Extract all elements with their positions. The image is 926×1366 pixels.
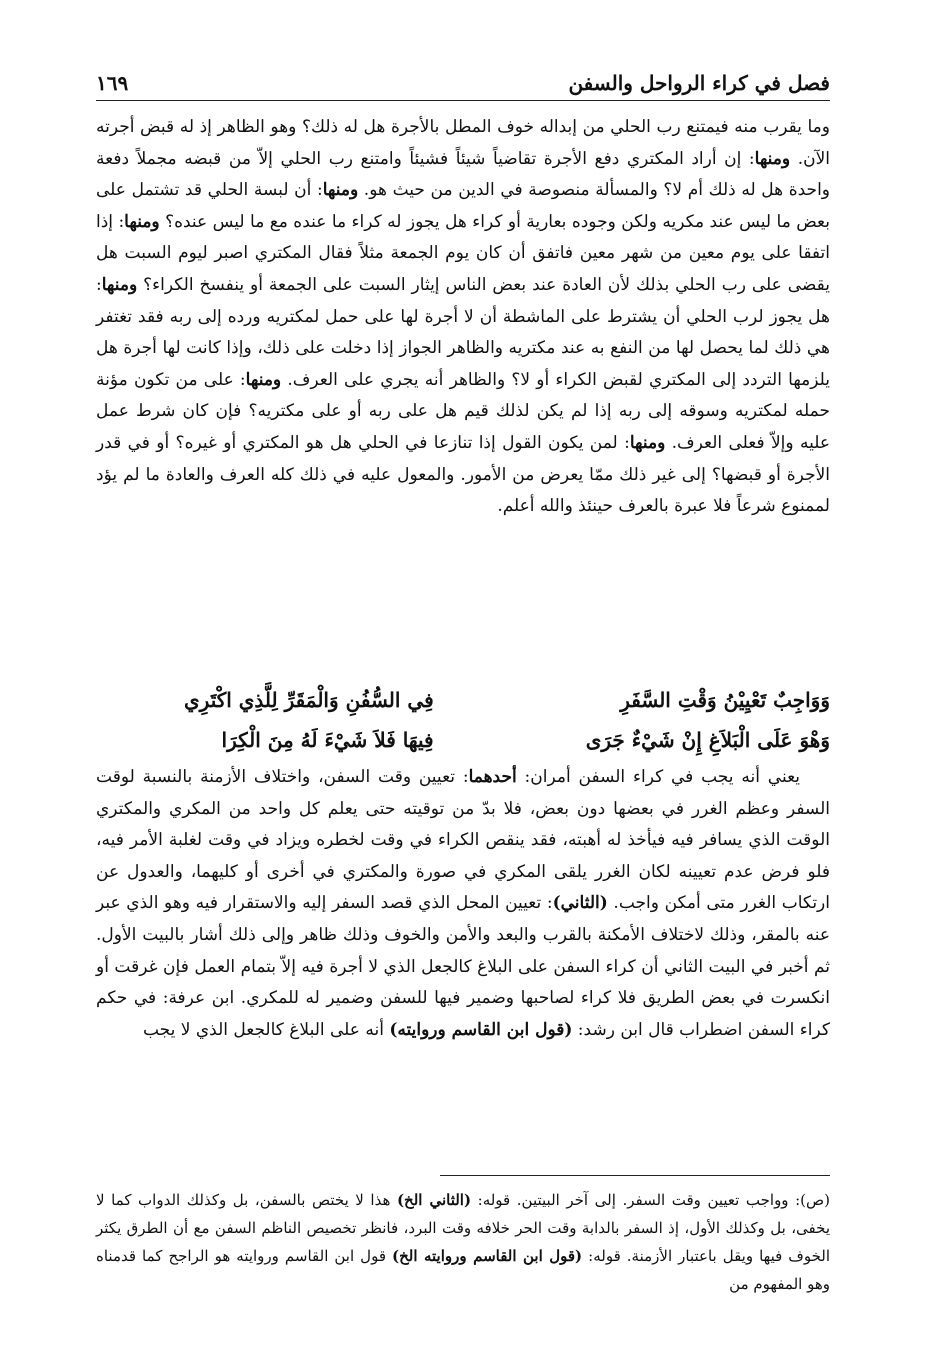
text-run: وما يقرب منه فيمتنع رب الحلي من إبداله خوف المطل بالأجرة هل له ذلك؟ وهو الظاهر إذ له قبض أجرته الآن.	[96, 117, 830, 169]
running-title: فصل في كراء الرواحل والسفن	[568, 71, 830, 95]
page-header	[96, 68, 830, 98]
text-run: أنه على البلاغ كالجعل الذي لا يجب	[142, 1019, 390, 1040]
header-rule	[96, 100, 830, 101]
text-run: : هل يجوز لرب الحلي أن يشترط على الماشطة أن لا أجرة لها على حمل لمكتريه ورده إلى ربه فقد تغتفر هي ذلك لما يحصل لها من النفع به عند مكتريه والظاهر الجواز إذا دخلت على ذلك، وإذا كانت لها أجرة هل يلزمها التردد إلى المكتري لقبض الكراء أو لا؟ والظاهر أنه يجري على العرف.	[96, 274, 830, 390]
text-run: : إن أراد المكتري دفع الأجرة تقاضياً شيئاً فشيئاً وامتنع رب الحلي إلاّ من قبضه مجملاً دفعة واحدة هل له ذلك أم لا؟ والمسألة منصوصة في الدين من حيث هو.	[96, 148, 831, 201]
verse-2-second-hemistich: فِيهَا فَلاَ شَيْءَ لَهُ مِنَ الْكِرَا	[221, 728, 434, 752]
text-run: : تعيين وقت السفن، واختلاف الأزمنة بالنسبة لوقت السفر وعظم الغرر في بعضها دون بعض، فلا بدّ من توقيته حتى يعلم كل واحد من المكري والمكتري الوقت الذي يسافر فيه فيأخذ له أهبته، فقد ينقص الكراء في وقت لخطره ويزاد في وقت لغلبة الأمر فيه، فلو فرض عدم تعيينه لكان الغرر يلقى المكري في صورة والمكتري في أخرى أو كليهما، والعدول عن ارتكاب الغرر متى أمكن واجب.	[96, 767, 830, 914]
text-run: هذا لا يختص بالسفن، بل وكذلك الدواب كما لا يخفى، بل وكذلك الأول، إذ السفر بالدابة وقت الحر خلافه وقت البرد، فانظر تخصيص الناظم السفن مع أن الطرق يكثر الخوف فيها ويقل باعتبار الأزمنة. قوله:	[96, 1191, 831, 1265]
bold-term: (قول ابن القاسم وروايته)	[389, 1019, 573, 1040]
footnote-text	[96, 1186, 830, 1298]
bold-term: ومنها	[101, 274, 138, 295]
bold-term: (الثاني)	[552, 893, 608, 914]
page-number: ١٦٩	[96, 71, 129, 95]
body-paragraph-2	[96, 762, 830, 1046]
verse-2	[96, 720, 830, 760]
body-paragraph-1	[96, 112, 830, 523]
bold-term: ومنها	[124, 211, 160, 232]
bold-term: أحدهما	[468, 767, 517, 787]
bold-term: ومنها	[245, 369, 282, 390]
text-run: : لمن يكون القول إذا تنازعا في الحلي هل هو المكتري أو غيره؟ أو في قدر الأجرة أو قبضها؟ إلى غير ذلك ممّا يعرض من الأمور. والمعول عليه في ذلك كله العرف والعادة ما لم يؤد لممنوع شرعاً فلا عبرة بالعرف حينئذ والله أعلم.	[96, 432, 830, 517]
text-run: يعني أنه يجب في كراء السفن أمران:	[516, 767, 801, 787]
footnote-rule	[440, 1175, 830, 1176]
bold-term: (الثاني الخ)	[396, 1191, 472, 1209]
text-run: : تعيين المحل الذي قصد السفر إليه والاستقرار فيه وهو الذي عبر عنه بالمقر، وذلك لاختلاف الأمكنة بالقرب والبعد والأمن والخوف وذلك ظاهر وإلى ذلك أشار بالبيت الأول. ثم أخبر في البيت الثاني أن كراء السفن على البلاغ كالجعل الذي لا أجرة فيه إلاّ بتمام العمل فإن غرقت أو انكسرت في بعض الطريق فلا كراء لصاحبها وضمير فيها للسفن وضمير له للمكري. ابن عرفة: في حكم كراء السفن اضطراب قال ابن رشد:	[96, 893, 830, 1040]
verse-1-first-hemistich: وَوَاجِبٌ تَعْيِيْنُ وَقْتِ السَّفَرِ	[620, 688, 830, 712]
text-run: : على من تكون مؤنة حمله لمكتريه وسوقه إلى ربه إذا لم يكن لذلك قيم هل على ربه أو على مكتريه؟ فإن كان شرط عمل عليه وإلاّ فعلى العرف.	[96, 369, 830, 453]
text-run: (ص): وواجب تعيين وقت السفر. إلى آخر البيتين. قوله:	[471, 1191, 831, 1209]
poem-verses	[96, 680, 830, 760]
verse-2-first-hemistich: وَهْوَ عَلَى الْبَلاَغِ إِنْ شَيْءٌ جَرَى	[585, 728, 830, 752]
text-run: : إذا اتفقا على يوم معين من شهر معين فاتفق أن كان يوم الجمعة مثلاً فقال المكتري اصبر ليوم السبت هل يقضى على رب الحلي بذلك لأن العادة عند بعض الناس إيثار السبت على الجمعة أو ينفسخ الكراء؟	[96, 211, 830, 295]
verse-1-second-hemistich: فِي السُّفُنِ وَالْمَقَرِّ لِلَّذِي اكْتَرِي	[184, 688, 434, 712]
text-run: قول ابن القاسم وروايته هو الراجح كما قدمناه وهو المفهوم من	[96, 1247, 830, 1293]
bold-term: ومنها	[629, 432, 666, 453]
bold-term: ومنها	[322, 180, 359, 201]
text-run: : أن لبسة الحلي قد تشتمل على بعض ما ليس عند مكريه ولكن وجوده بعارية أو كراء هل يجوز له كراء ما عنده مع ما ليس عنده؟	[96, 180, 830, 232]
bold-term: ومنها	[754, 148, 791, 169]
verse-1	[96, 680, 830, 720]
bold-term: (قول ابن القاسم وروايته الخ)	[392, 1247, 583, 1265]
